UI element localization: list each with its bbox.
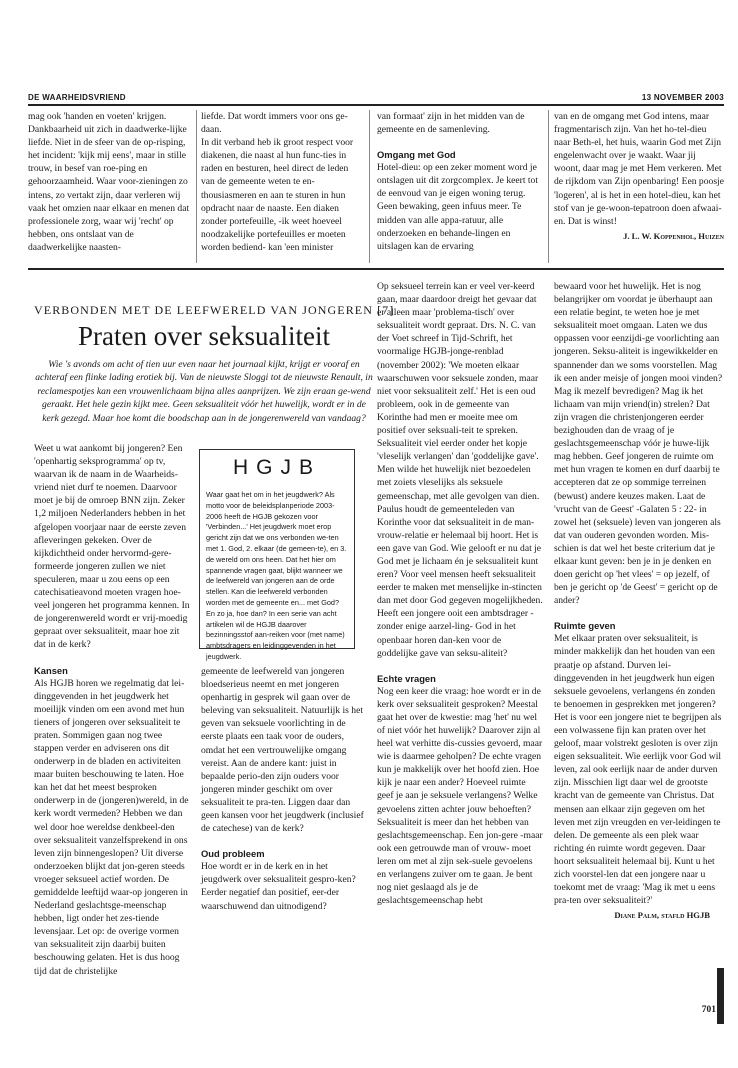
article-intro: Weet u wat aankomt bij jongeren? Een 'openhartig seksprogramma' op tv, waarvan ik de naam in de Waarheids-vriend niet durf te noemen. Daarvoor moet je bij de omroep BNN zijn. Zeker 1,2 miljoen Nederlanders hebben in het afgelopen voorjaar naar de eerste zeven afleveringen gekeken. Over de kijkdichtheid onder hervormd-gere-formeerde jongeren zullen we niet speculeren, maar u zou eens op een catechisatieavond moeten vragen hoe-veel jongeren het programma kennen. In de jongerenwereld wordt er vrij-moedig gepraat over seksualiteit, maar hoe zit dat in de kerk? — [34, 443, 190, 651]
top-column-3 — [377, 110, 543, 253]
hgjb-logo: HGJB — [232, 456, 321, 479]
column-divider — [548, 110, 549, 263]
page-corner-mark — [717, 968, 724, 1024]
heading-kansen: Kansen — [34, 664, 68, 676]
top-column-1-text: mag ook 'handen en voeten' krijgen. Dankbaarheid uit zich in daadwerke-lijke liefde. Niet in de sfeer van de op-risping, het incident: 'kijk mij eens', maar in stille trouw, in besef van roe-ping en gehoorzaamheid. Waar voor-zieningen zo intens, zo vertakt zijn, daar verleren wij vaak het omzien naar elkaar en menen dat professionele zorg, waar wij 'recht' op hebben, ons ontslaat van de daadwerkelijke naasten- — [28, 111, 190, 253]
article-column-4-body: bewaard voor het huwelijk. Het is nog belangrijker om voordat je überhaupt aan een relatie begint, te weten hoe je met seksualiteit moet omgaan. Laten we dus oppassen voor eenzijdi-ge voorlichting aan jongeren. Seksu-aliteit is ingewikkelder en spannender dan we soms voorstellen. Mag ik een ander meisje of jongen mooi vinden? Mag ik mezelf bevredigen? Mag ik het lichaam van mijn vriend(in) strelen? Dat zijn vragen die christenjongeren eerder bezighouden dan de vraag of je geslachtsgemeenschap vóór je huwe-lijk mag hebben. Geef jongeren de ruimte om met hun vragen te komen en durf daarbij te accepteren dat ze op sommige terreinen (bewust) andere keuzes maken. Laat de 'vrucht van de Geest' -Galaten 5 : 22- in zowel het (seksuele) leven van jongeren als dat van ouderen gevonden worden. Mis-schien is dat wel het beste criterium dat je elkaar kunt geven: ben je in je denken en doen gericht op 'het vlees' = op jezelf, of ben je gericht op 'de Geest' = gericht op de ander? — [554, 281, 723, 607]
article-column-1-body: Als HGJB horen we regelmatig dat lei-dinggevenden in het jeugdwerk het moeilijk vinden om een avond met hun tieners of jongeren over seksualiteit te praten. Sommigen gaan nog twee stappen verder en adviseren ons dit onderwerp in de bladen en activiteiten maar buiten beschouwing te laten. Hoe kan het dat het meest besproken onderwerp in de (jongeren)wereld, in de kerk wordt vermeden? Hebben we dan wel door hoe wereldse denkbeel-den over seksualiteit vanzelfsprekend in ons leven zijn binnengeslopen? Uit diverse onderzoeken blijkt dat jon-geren steeds vroeger seksueel actief worden. De gemiddelde leeftijd waar-op jongeren in Nederland geslachtsge-meenschap hebben, ligt onder het zes-tiende levensjaar. Let op: de overige vormen van seksualiteit zijn daarbij buiten beschouwing gelaten. Het is dus hoog tijd dat de christelijke — [34, 677, 189, 977]
top-column-3-body: Hotel-dieu: op een zeker moment word je ontslagen uit dit zorgcomplex. Je keert tot de eenvoud van je eigen woning terug. Geen bewaking, geen infuus meer. Te midden van alle appa-ratuur, alle onderzoeken en behande-lingen en uitslagen kan de ervaring — [377, 162, 539, 252]
article-column-2-tail: Hoe wordt er in de kerk en in het jeugdwerk over seksualiteit gespro-ken? Eerder negatief dan positief, eer-der waarschuwend dan uitnodigend? — [201, 861, 356, 912]
top-column-2-para-1: liefde. Dat wordt immers voor ons ge-daan. — [201, 111, 348, 136]
publication-name: DE WAARHEIDSVRIEND — [28, 93, 126, 102]
top-column-3-heading: Omgang met God — [377, 149, 456, 161]
article-signature: Diane Palm, stafld HGJB — [614, 910, 710, 921]
article-column-2 — [201, 665, 364, 913]
issue-date: 13 NOVEMBER 2003 — [641, 93, 724, 102]
column-divider — [196, 110, 197, 263]
article-column-4-tail: Met elkaar praten over seksualiteit, is minder makkelijk dan het houden van een praatje op afstand. Durven lei-dinggevenden in het jeugdwerk hun eigen seksuele gevoelens, verlangens én zonden te benoemen in gesprekken met jongeren? Het is voor een jongere niet te begrijpen als een volwassene fijn kan praten over het geloof, maar volstrekt gesloten is over zijn eigen seksualiteit. Wie eerlijk voor God wil leven, zal ook eerlijk naar de ander durven zijn. Misschien ligt daar wel de grootste kracht van de gemeente van Christus. Dat mensen aan elkaar zijn gegeven om het leven met zijn vreugden en ver-leidingen te delen. De gemeente als een plek waar richting én ruimte wordt gegeven. Daar hoort seksualiteit helemaal bij. Kunt u het zich voorstel-len dat een jongere naar u toekomt met de vraag: 'Mag ik met u eens pra-ten over seksualiteit?' — [554, 633, 722, 907]
heading-oud-probleem: Oud probleem — [201, 848, 265, 860]
series-heading: VERBONDEN MET DE LEEFWERELD VAN JONGEREN [7] — [34, 303, 395, 317]
article-column-3 — [377, 280, 543, 907]
page-number: 701 — [701, 1005, 716, 1015]
top-column-1 — [28, 110, 191, 254]
top-column-3-intro: van formaat' zijn in het midden van de gemeente en de samenleving. — [377, 111, 525, 136]
article-lead: Wie 's avonds om acht of tien uur even naar het journaal kijkt, krijgt er vooraf en achteraf een flinke lading erotiek bij. Van de nieuwste Sloggi tot de nieuwste Renault, in reclamespotjes kan een vrouwenlichaam bijna alles aanprijzen. We zijn eraan ge-wend geraakt. Het hele gezin kijkt mee. Geen seksualiteit vóór het huwelijk, wordt er in de kerk gezegd. Maar hoe komt die boodschap aan in de jongerenwereld van vandaag? — [35, 359, 373, 424]
top-column-2-para-2: In dit verband heb ik groot respect voor diakenen, die naast al hun func-ties in raden en besturen, heel direct de leden van de gemeente weten te en-thousiasmeren en aan te sturen in hun opdracht naar de naaste. Een diaken zonder portefeuille, -ik weet hoeveel noodzakelijke portefeuilles er moeten worden bediend- kan 'een minister — [201, 137, 354, 253]
top-signature: J. L. W. Koppenhol, Huizen — [623, 230, 724, 241]
hgjb-box-text: Waar gaat het om in het jeugdwerk? Als motto voor de beleidsplanperiode 2003-2006 heeft de HGJB gekozen voor 'Verbinden...' Het jeugdwerk moet erop gericht zijn dat we ons verbonden we-ten met 1. God, 2. elkaar (de gemeen-te), en 3. de wereld om ons heen. Dat het hier om spannende vragen gaat, blijkt wanneer we de leefwereld van jongeren aan de orde stellen. Kan die leefwereld verbonden worden met de gemeente en... met God? En zo ja, hoe dan? In een serie van acht artikelen wil de HGJB daarover bezinningsstof aan-reiken voor (met name) ambtsdragers en leidinggevenden in het jeugdwerk. — [206, 490, 347, 661]
header-rule — [28, 104, 724, 106]
section-rule — [28, 268, 724, 270]
heading-ruimte-geven: Ruimte geven — [554, 620, 616, 632]
top-column-4-text: van en de omgang met God intens, maar fragmentarisch zijn. Van het ho-tel-dieu naar Beth-el, het huis, waarin God met Zijn engelenwacht over je waakt. Waar jij woont, daar mag je met Hem verkeren. Met de rijkdom van Zijn openbaring! Een poosje 'logeren', al is het in een hotel-dieu, kan het stof van je ge-woon-tepatroon doen afwaai-en. Dat is winst! — [554, 111, 724, 227]
article-column-3-body: Op seksueel terrein kan er veel ver-keerd gaan, maar daardoor dreigt het gevaar dat er alleen maar 'problema-tisch' over seksualiteit wordt gepraat. Drs. N. C. van der Voet schreef in Tijd-Schrift, het voormalige HGJB-jonge-renblad (november 2002): 'We moeten elkaar waarschuwen voor seksuele zonden, maar niet voor seksualiteit zelf.' Het is een oud probleem, ook in de gemeente van Korinthe had men er moeite mee om positief over seksuali-teit te spreken. Seksualiteit viel eerder onder het kopje 'vleselijk verlangen' dan 'goddelijke gave'. Men wilde het huwelijk niet bezoedelen met zoiets vleselijks als seksuele gemeenschap, met alle gevolgen van dien. Paulus houdt de gemeenteleden van Korinthe voor dat seksualiteit in de man-vrouw-relatie er helemaal bij hoort. Het is een gave van God. Wie gelooft er nu dat je God met je lichaam én je seksualiteit kunt eren? Voor veel mensen heeft seksualiteit eerder te maken met menselijke in-stincten dan met door God gegeven mogelijkheden. Heeft een jongere ooit een ambtsdrager -zonder enige aarzel-ling- God in het openbaar horen dan-ken voor de goddelijke gave van seksu-aliteit? — [377, 281, 543, 659]
heading-echte-vragen: Echte vragen — [377, 672, 436, 684]
top-column-2 — [201, 110, 364, 254]
top-column-4 — [554, 110, 724, 243]
article-column-1 — [34, 442, 192, 978]
column-divider — [369, 110, 370, 263]
article-column-4 — [554, 280, 724, 922]
article-title: Praten over seksualiteit — [78, 321, 330, 351]
hgjb-info-box — [199, 449, 355, 661]
article-column-3-tail: Nog een keer die vraag: hoe wordt er in de kerk over seksualiteit gesproken? Meestal gaat het over de kwestie: mag 'het' nu wel of niet vóór het huwelijk? Daarover zijn al heel wat verhitte dis-cussies gevoerd, maar wie is daarmee geholpen? De echte vragen kun je makkelijk over het hoofd zien. Hoe kijk je naar een ander? Hoeveel ruimte geef je aan je seksuele verlangens? Welke gevoelens zitten achter jouw behoeften? Seksualiteit is meer dan het hebben van geslachtsgemeenschap. Een jon-gere -maar ook een getrouwde man of vrouw- moet leren om met al zijn sek-suele gevoelens en verlangens zuiver om te gaan. Je bent nog niet geslaagd als je de geslachtsgemeenschap hebt — [377, 685, 543, 907]
article-column-2-body: gemeente de leefwereld van jongeren bloedserieus neemt en met jongeren openhartig in gesprek wil gaan over de beleving van seksualiteit. Natuurlijk is het geven van seksuele voorlichting in de eerste plaats een taak voor de ouders, omdat het een vertrouwelijke omgang vereist. Aan de andere kant: juist in bepaalde perio-den zijn ouders voor jongeren minder geschikt om over seksualiteit te pra-ten. Liggen daar dan geen kansen voor het jeugdwerk (inclusief de catechese) van de kerk? — [201, 666, 364, 835]
